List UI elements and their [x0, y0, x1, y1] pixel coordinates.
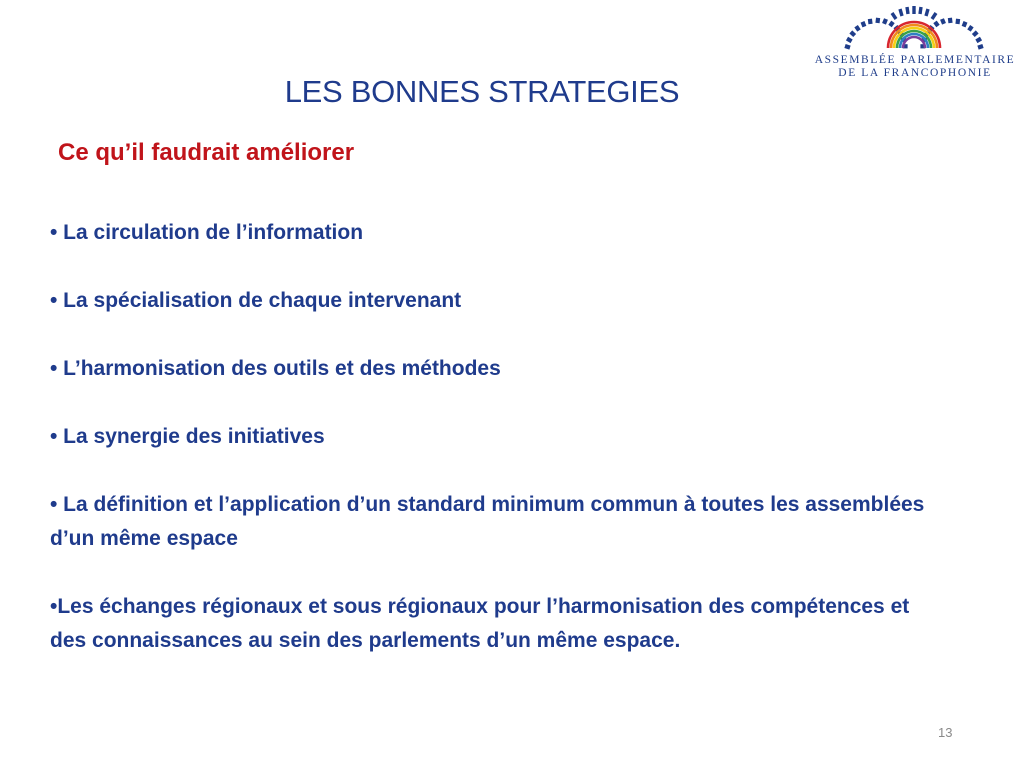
bullet-item-echanges-regionaux: •Les échanges régionaux et sous régionaux pour l’harmonisation des compétences et des connaissances au sein des parlements d’un même espace. — [50, 595, 910, 652]
emblem-rainbow — [888, 22, 940, 48]
bullet-list — [50, 216, 950, 658]
logo-text-line-1: ASSEMBLÉE PARLEMENTAIRE — [814, 54, 1016, 66]
parliament-arc-emblem — [844, 4, 984, 52]
emblem-top-rays — [892, 6, 936, 19]
bullet-item-circulation: • La circulation de l’information — [50, 221, 364, 244]
page-number: 13 — [938, 725, 953, 740]
bullet-item-harmonisation: • L’harmonisation des outils et des méthodes — [50, 357, 501, 380]
slide-subtitle: Ce qu’il faudrait améliorer — [58, 139, 355, 166]
bullet-item-standard-minimum: • La définition et l’application d’un standard minimum commun à toutes les assemblées d’un même espace — [50, 493, 925, 550]
slide-title: LES BONNES STRATEGIES — [284, 74, 680, 109]
logo-text-line-2: DE LA FRANCOPHONIE — [838, 67, 992, 79]
bullet-item-specialisation: • La spécialisation de chaque intervenant — [50, 289, 462, 312]
bullet-item-synergie: • La synergie des initiatives — [50, 425, 325, 448]
